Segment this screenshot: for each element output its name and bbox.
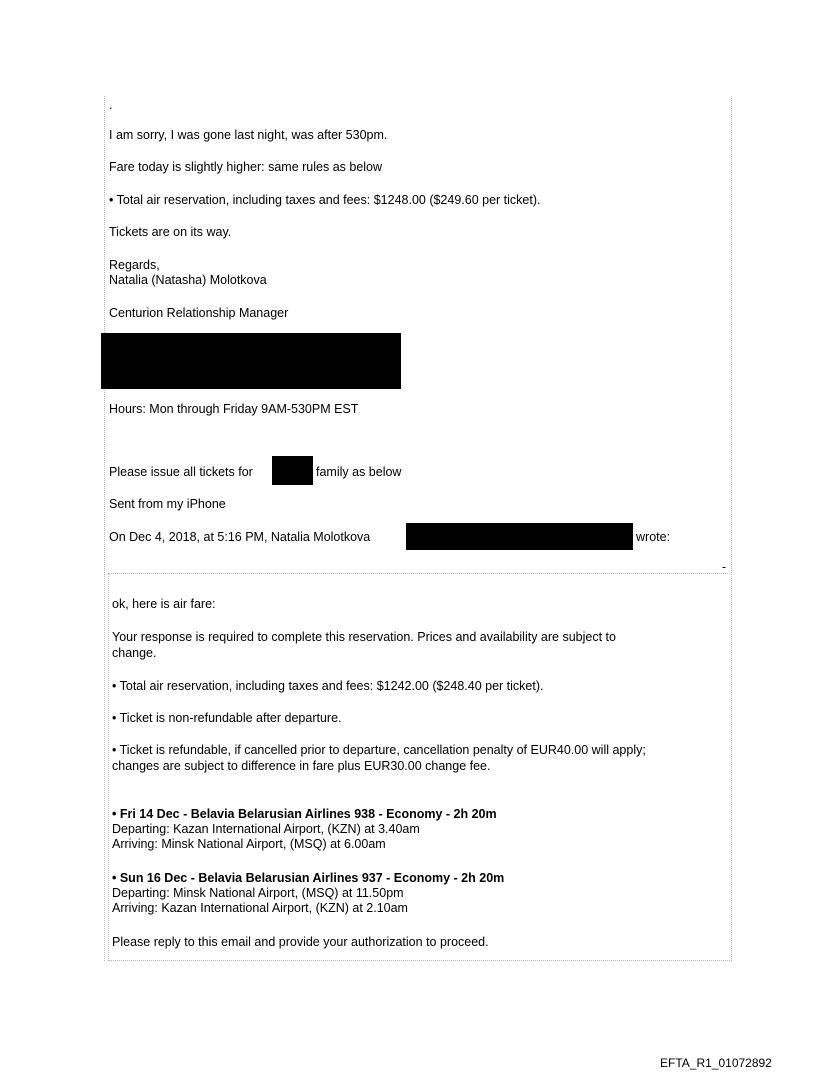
redaction-block xyxy=(101,333,401,389)
issue-request-suffix: family as below xyxy=(316,465,402,479)
quote-header-suffix: wrote: xyxy=(636,530,671,544)
issue-request-prefix: Please issue all tickets for xyxy=(109,465,253,479)
signature-name: Natalia (Natasha) Molotkova xyxy=(109,273,267,287)
signature-title: Centurion Relationship Manager xyxy=(109,306,289,320)
regards-line: Regards, xyxy=(109,258,160,272)
flight-departing: Departing: Minsk National Airport, (MSQ) at 11.50pm xyxy=(112,886,404,900)
quoted-notice-line: change. xyxy=(112,646,157,660)
flight-departing: Departing: Kazan International Airport, (KZN) at 3.40am xyxy=(112,822,420,836)
tickets-line: Tickets are on its way. xyxy=(109,225,232,239)
redaction-block xyxy=(406,523,633,550)
office-hours: Hours: Mon through Friday 9AM-530PM EST xyxy=(109,402,359,416)
separator-dash: - xyxy=(722,560,727,574)
quoted-refundable-bullet: • Ticket is refundable, if cancelled prior to departure, cancellation penalty of EUR40.00 will apply; xyxy=(112,743,646,757)
redaction-block xyxy=(272,456,313,485)
sent-from-line: Sent from my iPhone xyxy=(109,497,226,511)
quote-header-prefix: On Dec 4, 2018, at 5:16 PM, Natalia Molotkova xyxy=(109,530,371,544)
document-id: EFTA_R1_01072892 xyxy=(660,1056,772,1070)
quoted-notice-line: Your response is required to complete this reservation. Prices and availability are subject to xyxy=(112,630,616,644)
flight-arriving: Arriving: Minsk National Airport, (MSQ) at 6.00am xyxy=(112,837,386,851)
quoted-nonrefundable-bullet: • Ticket is non-refundable after departure. xyxy=(112,711,342,725)
quoted-refundable-bullet: changes are subject to difference in fare plus EUR30.00 change fee. xyxy=(112,759,491,773)
quoted-intro: ok, here is air fare: xyxy=(112,597,216,611)
total-fare-bullet: • Total air reservation, including taxes and fees: $1248.00 ($249.60 per ticket). xyxy=(109,193,541,207)
fare-note-line: Fare today is slightly higher: same rules as below xyxy=(109,160,383,174)
flight-title: • Fri 14 Dec - Belavia Belarusian Airlines 938 - Economy - 2h 20m xyxy=(112,807,497,821)
leading-dot: . xyxy=(109,98,113,112)
flight-title: • Sun 16 Dec - Belavia Belarusian Airlines 937 - Economy - 2h 20m xyxy=(112,871,505,885)
apology-line: I am sorry, I was gone last night, was after 530pm. xyxy=(109,128,388,142)
flight-arriving: Arriving: Kazan International Airport, (KZN) at 2.10am xyxy=(112,901,408,915)
quoted-total-bullet: • Total air reservation, including taxes and fees: $1242.00 ($248.40 per ticket). xyxy=(112,679,544,693)
quoted-closing: Please reply to this email and provide your authorization to proceed. xyxy=(112,935,489,949)
